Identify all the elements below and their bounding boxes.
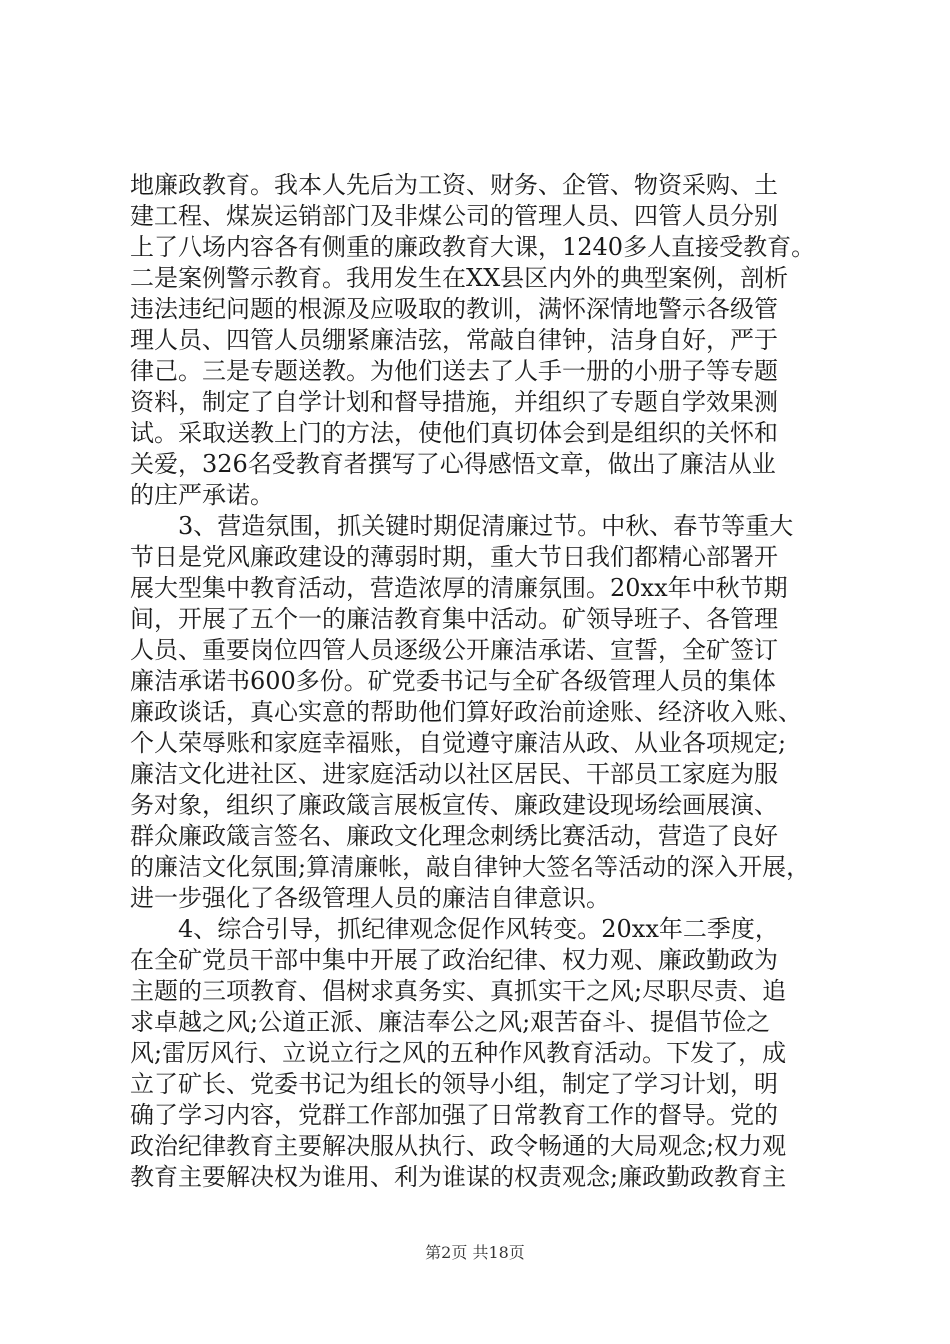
text-line: 进一步强化了各级管理人员的廉洁自律意识。 — [130, 884, 610, 912]
text-line: 务对象，组织了廉政箴言展板宣传、廉政建设现场绘画展演、 — [130, 791, 778, 819]
text-line: 建工程、煤炭运销部门及非煤公司的管理人员、四管人员分别 — [130, 202, 778, 230]
text-line: 个人荣辱账和家庭幸福账，自觉遵守廉洁从政、从业各项规定; — [130, 729, 787, 757]
text-line: 教育主要解决权为谁用、利为谁谋的权责观念;廉政勤政教育主 — [130, 1163, 787, 1191]
text-line: 人员、重要岗位四管人员逐级公开廉洁承诺、宣誓，全矿签订 — [130, 636, 778, 664]
text-line: 理人员、四管人员绷紧廉洁弦，常敲自律钟，洁身自好，严于 — [130, 326, 778, 354]
text-line: 求卓越之风;公道正派、廉洁奉公之风;艰苦奋斗、提倡节俭之 — [130, 1008, 771, 1036]
text-line: 资料，制定了自学计划和督导措施，并组织了专题自学效果测 — [130, 388, 778, 416]
text-line: 政治纪律教育主要解决服从执行、政令畅通的大局观念;权力观 — [130, 1132, 787, 1160]
section-heading-4: 4、综合引导，抓纪律观念促作风转变。20xx年二季度， — [178, 915, 779, 943]
text-line: 确了学习内容，党群工作部加强了日常教育工作的督导。党的 — [130, 1101, 778, 1129]
text-line: 关爱，326名受教育者撰写了心得感悟文章，做出了廉洁从业 — [130, 450, 776, 478]
text-line: 试。采取送教上门的方法，使他们真切体会到是组织的关怀和 — [130, 419, 778, 447]
text-line: 廉洁承诺书600多份。矿党委书记与全矿各级管理人员的集体 — [130, 667, 776, 695]
text-line: 群众廉政箴言签名、廉政文化理念刺绣比赛活动，营造了良好 — [130, 822, 778, 850]
text-line: 立了矿长、党委书记为组长的领导小组，制定了学习计划，明 — [130, 1070, 778, 1098]
text-line: 的廉洁文化氛围;算清廉帐，敲自律钟大签名等活动的深入开展， — [130, 853, 811, 881]
text-line: 间，开展了五个一的廉洁教育集中活动。矿领导班子、各管理 — [130, 605, 778, 633]
page-number-footer: 第2页 共18页 — [425, 1243, 525, 1262]
text-line: 节日是党风廉政建设的薄弱时期，重大节日我们都精心部署开 — [130, 543, 778, 571]
section-heading-3: 3、营造氛围，抓关键时期促清廉过节。中秋、春节等重大 — [178, 512, 794, 540]
text-line: 在全矿党员干部中集中开展了政治纪律、权力观、廉政勤政为 — [130, 946, 778, 974]
text-line: 二是案例警示教育。我用发生在XX县区内外的典型案例，剖析 — [130, 264, 789, 292]
text-line: 地廉政教育。我本人先后为工资、财务、企管、物资采购、土 — [130, 171, 778, 199]
document-body — [130, 170, 830, 1193]
text-line: 廉政谈话，真心实意的帮助他们算好政治前途账、经济收入账、 — [130, 698, 802, 726]
text-line: 风;雷厉风行、立说立行之风的五种作风教育活动。下发了，成 — [130, 1039, 787, 1067]
text-line: 违法违纪问题的根源及应吸取的教训，满怀深情地警示各级管 — [130, 295, 778, 323]
text-line: 主题的三项教育、倡树求真务实、真抓实干之风;尽职尽责、追 — [130, 977, 787, 1005]
text-line: 展大型集中教育活动，营造浓厚的清廉氛围。20xx年中秋节期 — [130, 574, 788, 602]
text-line: 上了八场内容各有侧重的廉政教育大课，1240多人直接受教育。 — [130, 233, 816, 261]
text-line: 的庄严承诺。 — [130, 481, 274, 509]
text-line: 廉洁文化进社区、进家庭活动以社区居民、干部员工家庭为服 — [130, 760, 778, 788]
text-line: 律己。三是专题送教。为他们送去了人手一册的小册子等专题 — [130, 357, 778, 385]
